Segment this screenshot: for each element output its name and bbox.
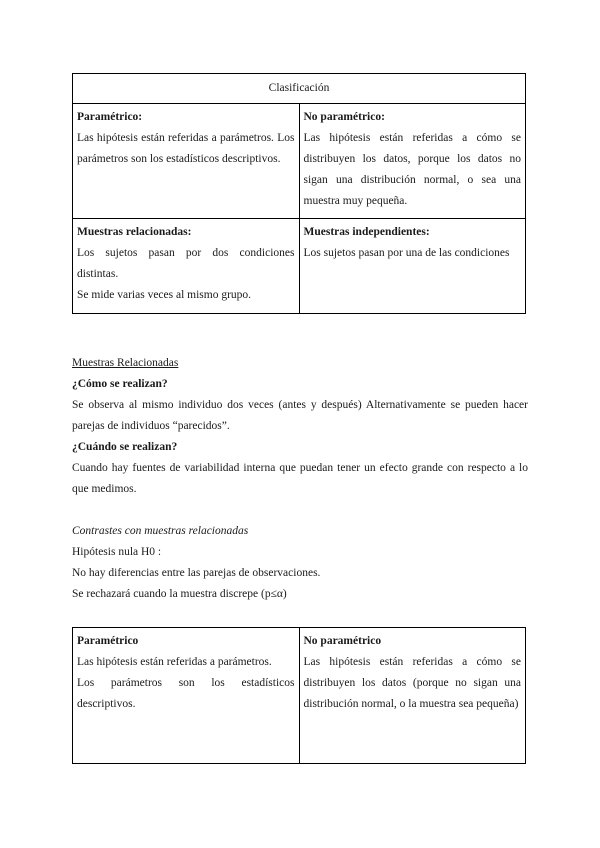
table-header: Clasificación (73, 74, 526, 104)
rejection-rule: Se rechazará cuando la muestra discrepe (p≤α) (72, 588, 287, 600)
cell-title: No paramétrico: (303, 111, 385, 123)
question-how: ¿Cómo se realizan? (72, 378, 168, 390)
question-when: ¿Cuándo se realizan? (72, 441, 178, 453)
cell-title: Paramétrico (77, 635, 139, 647)
classification-table (72, 73, 526, 314)
comparison-table (72, 627, 526, 764)
cell-text: Los sujetos pasan por una de las condiciones (303, 247, 510, 259)
cell-title: Muestras independientes: (303, 226, 430, 238)
contrasts-heading: Contrastes con muestras relacionadas (72, 525, 249, 537)
cell-text: Se mide varias veces al mismo grupo. (77, 289, 252, 301)
null-hypothesis-text: No hay diferencias entre las parejas de observaciones. (72, 567, 321, 579)
cell-parametric (73, 628, 300, 764)
cell-text: Las hipótesis están referidas a cómo se distribuyen los datos, porque los datos no sigan una distribución normal, o sea una muestra muy pequeña. (303, 132, 521, 207)
cell-title: Paramétrico: (77, 111, 143, 123)
cell-non-parametric (299, 104, 526, 219)
cell-related-samples (73, 219, 300, 314)
cell-title: No paramétrico (303, 635, 382, 647)
cell-title: Muestras relacionadas: (77, 226, 192, 238)
cell-independent-samples (299, 219, 526, 314)
answer-how: Se observa al mismo individuo dos veces (antes y después) Alternativamente se pueden hacer parejas de individuos “parecidos”. (72, 399, 528, 432)
cell-text: Las hipótesis están referidas a parámetros. Los parámetros son los estadísticos descriptivos. (77, 132, 295, 165)
cell-non-parametric (299, 628, 526, 764)
cell-text: Las hipótesis están referidas a parámetros. (77, 656, 272, 668)
cell-parametric (73, 104, 300, 219)
cell-text: Las hipótesis están referidas a cómo se distribuyen los datos (porque no sigan una distribución normal, o la muestra sea pequeña) (303, 656, 521, 710)
null-hypothesis: Hipótesis nula H0 : (72, 546, 162, 558)
answer-when: Cuando hay fuentes de variabilidad interna que puedan tener un efecto grande con respecto a lo que medimos. (72, 462, 528, 495)
cell-text: Los sujetos pasan por dos condiciones distintas. (77, 247, 295, 280)
section-heading: Muestras Relacionadas (72, 357, 179, 369)
cell-text: Los parámetros son los estadísticos descriptivos. (77, 677, 295, 710)
